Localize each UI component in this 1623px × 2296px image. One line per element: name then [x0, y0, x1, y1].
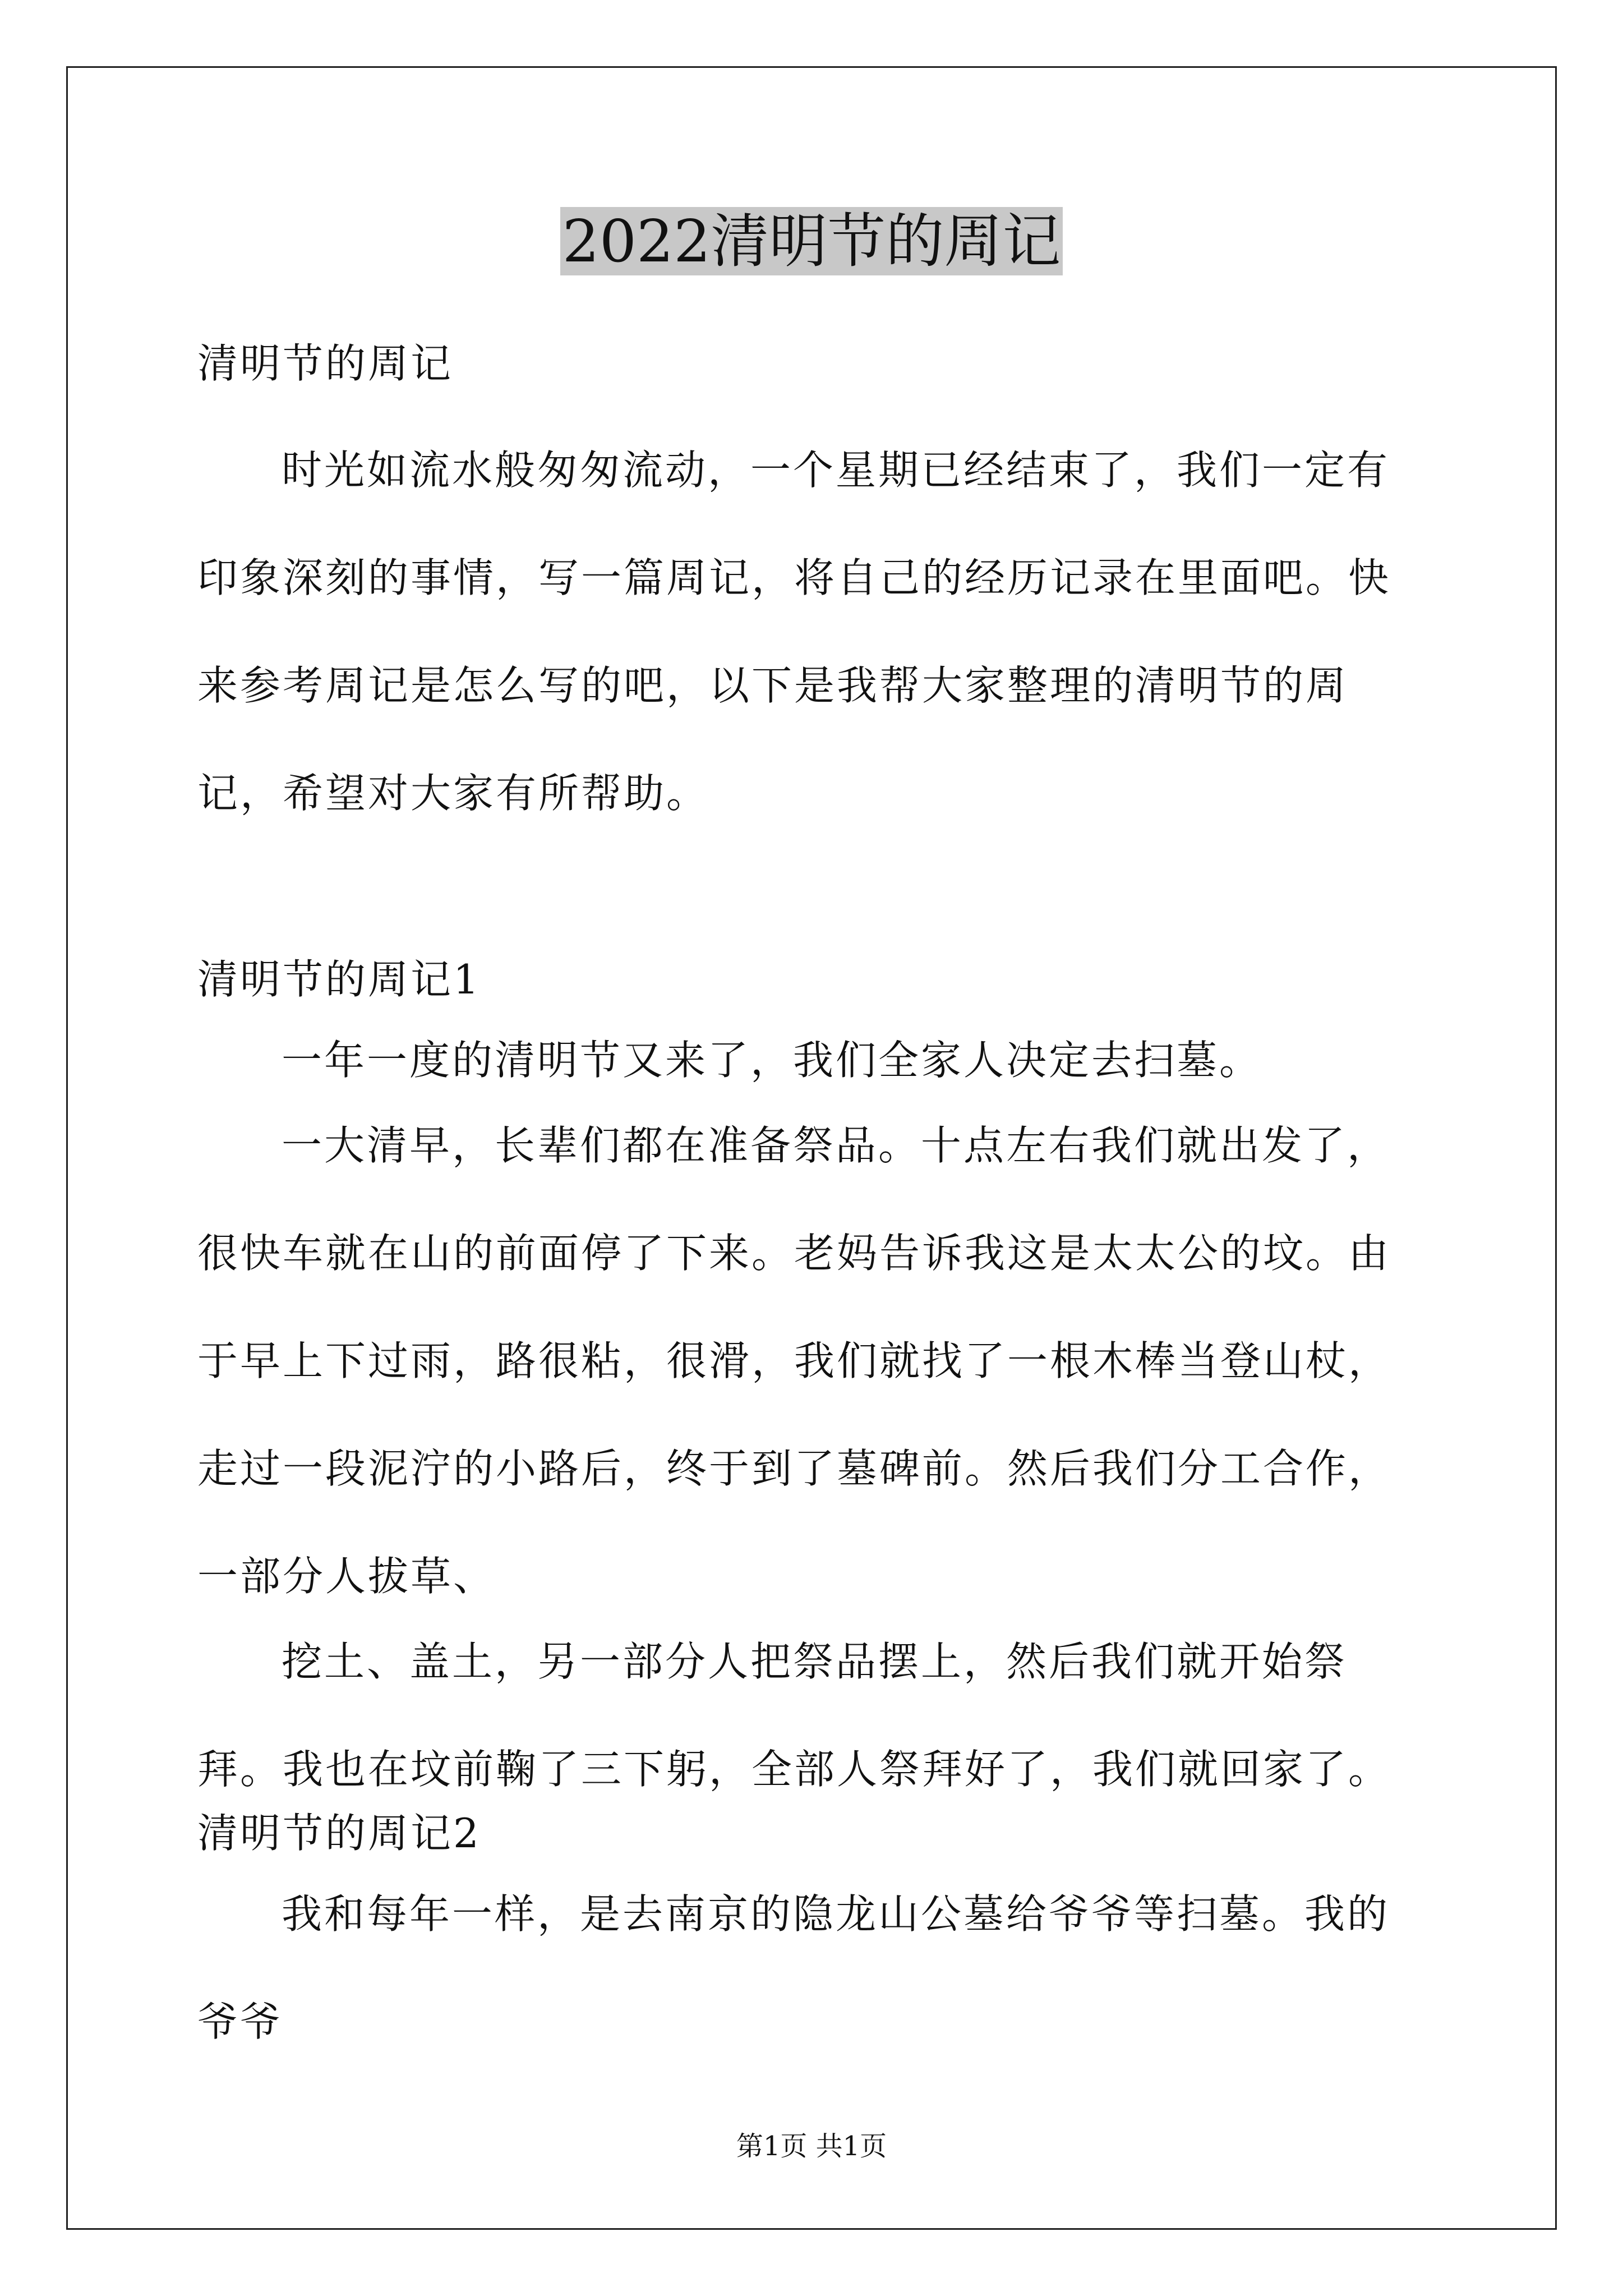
section1-paragraph-3: 挖土、盖土，另一部分人把祭品摆上，然后我们就开始祭拜。我也在坟前鞠了三下躬，全部人祭拜好了，我们就回家了。	[197, 1638, 1391, 1793]
section2-heading: 清明节的周记2	[197, 1810, 481, 1857]
section2-paragraph-1: 我和每年一样，是去南京的隐龙山公墓给爷爷等扫墓。我的爷爷	[197, 1890, 1390, 2045]
intro-paragraph: 时光如流水般匆匆流动，一个星期已经结束了，我们一定有印象深刻的事情，写一篇周记，将自己的经历记录在里面吧。快来参考周记是怎么写的吧，以下是我帮大家整理的清明节的周记，希望对大家有所帮助。	[197, 447, 1391, 817]
document-body	[197, 337, 1431, 2076]
section1-heading: 清明节的周记1	[197, 956, 481, 1003]
spacer	[197, 847, 1431, 953]
subtitle: 清明节的周记	[197, 340, 454, 387]
document-title	[0, 202, 1623, 280]
document-title-text: 2022清明节的周记	[560, 207, 1063, 275]
section1-paragraph-1: 一年一度的清明节又来了，我们全家人决定去扫墓。	[282, 1037, 1262, 1084]
section1-paragraph-2: 一大清早，长辈们都在准备祭品。十点左右我们就出发了，很快车就在山的前面停了下来。老妈告诉我这是太太公的坟。由于早上下过雨，路很粘，很滑，我们就找了一根木棒当登山杖，走过一段泥泞的小路后，终于到了墓碑前。然后我们分工合作，一部分人拔草、	[197, 1122, 1391, 1600]
page-footer: 第1页 共1页	[736, 2131, 887, 2162]
